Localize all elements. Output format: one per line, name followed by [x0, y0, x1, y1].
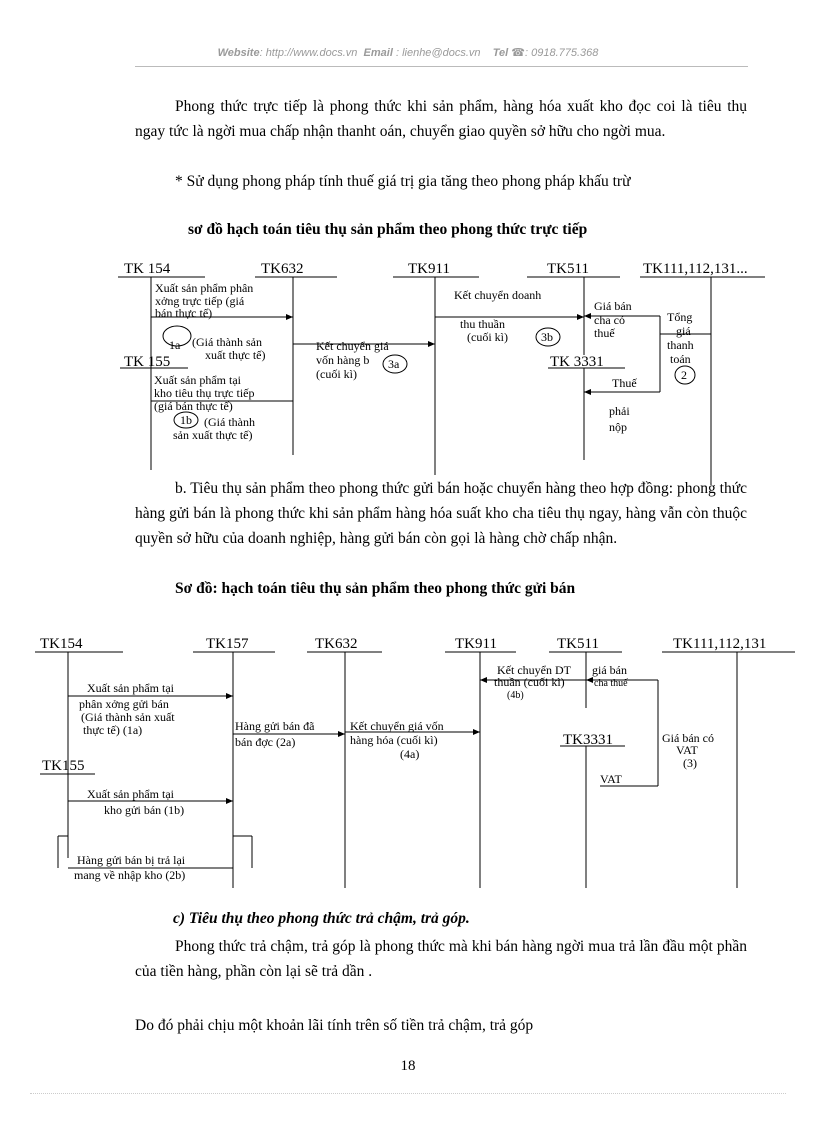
- phone-icon: ☎: [511, 47, 525, 59]
- d1-label: (Giá thành sản: [192, 335, 262, 349]
- d2-tk511: TK511: [557, 636, 599, 652]
- footer-divider: [30, 1093, 786, 1094]
- paragraph-vat-method: * Sử dụng phong pháp tính thuế giá trị gia tăng theo phong pháp khấu trừ: [175, 173, 631, 190]
- d2-label: bán đợc (2a): [235, 735, 296, 749]
- tel-label: Tel: [492, 47, 509, 59]
- d1-label: bán thực tế): [155, 306, 213, 320]
- d1-label: kho tiêu thụ trực tiếp: [154, 386, 255, 400]
- d1-label: phải: [609, 404, 630, 418]
- page-header: [0, 46, 816, 59]
- d1-label: thanh: [667, 338, 694, 352]
- d1-label: 1b: [180, 413, 192, 427]
- d1-label: thuế: [594, 326, 615, 340]
- heading-installment: c) Tiêu thụ theo phong thức trả chậm, trả góp.: [173, 910, 470, 927]
- d2-label: thực tế) (1a): [83, 723, 143, 737]
- d1-label: 3a: [388, 357, 400, 371]
- d2-label: giá bán: [592, 663, 627, 677]
- d1-label: thu thuần: [460, 317, 505, 331]
- d1-label: xởng trực tiếp (giá: [155, 294, 245, 308]
- d1-label: (cuối kì): [316, 367, 357, 381]
- email-label: Email: [363, 47, 393, 59]
- d2-label: Hàng gửi bán bị trả lại: [77, 853, 186, 867]
- d1-label: (Giá thành: [204, 415, 255, 429]
- paragraph-direct-method: Phong thức trực tiếp là phong thức khi sản phẩm, hàng hóa xuất kho đọc coi là tiêu thụ ngay tức là ngời mua chấp nhận thanht oán, chuyển giao quyền sở hữu cho ngời mua.: [135, 98, 747, 140]
- d2-label: (Giá thành sản xuất: [81, 710, 175, 724]
- d1-label: toán: [670, 352, 691, 366]
- d1-tk511: TK511: [547, 261, 589, 277]
- d1-label: 2: [681, 368, 687, 382]
- d2-tk632: TK632: [315, 636, 358, 652]
- d2-label: Kết chuyển DT: [497, 663, 571, 677]
- d1-label: Thuế: [612, 376, 637, 390]
- diagram-consignment-sales: [0, 628, 816, 898]
- d2-tk154: TK154: [40, 636, 83, 652]
- d1-label: vốn hàng b: [316, 353, 370, 367]
- d1-label: giá: [676, 324, 691, 338]
- d2-label: VAT: [676, 743, 698, 757]
- email-value: : lienhe@docs.vn: [395, 47, 481, 59]
- d1-label: (giá bán thực tế): [154, 399, 233, 413]
- d2-label: VAT: [600, 772, 622, 786]
- page-number: 18: [400, 1058, 416, 1074]
- d2-label: Hàng gửi bán đã: [235, 719, 315, 733]
- tel-value: : 0918.775.368: [525, 47, 599, 59]
- d1-label: Kết chuyển doanh: [454, 288, 542, 302]
- d2-label: (4a): [400, 747, 420, 761]
- d1-tk632: TK632: [261, 261, 304, 277]
- d2-label: hàng hóa (cuối kì): [350, 733, 438, 747]
- d1-tk155: TK 155: [124, 354, 171, 370]
- d2-label: mang về nhập kho (2b): [74, 868, 186, 882]
- paragraph-interest: Do đó phải chịu một khoản lãi tính trên số tiền trả chậm, trả góp: [135, 1017, 534, 1034]
- d1-label: xuất thực tế): [205, 348, 266, 362]
- d2-label: Kết chuyển giá vốn: [350, 719, 444, 733]
- d2-label: (4b): [507, 690, 524, 701]
- d1-label: Xuất sản phẩm phân: [155, 281, 254, 295]
- d1-label: nộp: [609, 420, 627, 434]
- d2-tk911: TK911: [455, 636, 497, 652]
- d2-tk155: TK155: [42, 758, 85, 774]
- d2-label: Giá bán có: [662, 731, 714, 745]
- d1-tk911: TK911: [408, 261, 450, 277]
- d2-tk3331: TK3331: [563, 732, 613, 748]
- d1-tk111: TK111,112,131...: [643, 261, 748, 277]
- d2-label: kho gửi bán (1b): [104, 803, 185, 817]
- d1-label: Tổng: [667, 310, 693, 324]
- d1-label: cha có: [594, 313, 625, 327]
- d1-label: Xuất sản phẩm tại: [154, 373, 241, 387]
- d2-label: cha thuế: [594, 678, 628, 689]
- d2-label: (3): [683, 756, 697, 770]
- website-label: Website: [217, 47, 260, 59]
- d2-label: phân xởng gửi bán: [79, 697, 169, 711]
- d1-label: Kết chuyển giá: [316, 339, 389, 353]
- paragraph-installment: Phong thức trả chậm, trả góp là phong thức mà khi bán hàng ngời mua trả lần đầu một phần của tiền hàng, phần còn lại sẽ trả dần .: [135, 938, 747, 980]
- d1-label: 3b: [541, 330, 553, 344]
- d1-tk154: TK 154: [124, 261, 171, 277]
- d2-label: thuần (cuối kì): [494, 675, 565, 689]
- d1-label: sản xuất thực tế): [173, 428, 253, 442]
- d2-tk111: TK111,112,131: [673, 636, 767, 652]
- d1-tk3331: TK 3331: [550, 354, 604, 370]
- d1-label: Giá bán: [594, 299, 632, 313]
- d2-tk157: TK157: [206, 636, 249, 652]
- diagram-direct-sales: [0, 250, 816, 490]
- d2-label: Xuất sản phẩm tại: [87, 681, 174, 695]
- diagram2-title: Sơ đồ: hạch toán tiêu thụ sản phẩm theo phong thức gửi bán: [175, 580, 576, 597]
- d2-label: Xuất sản phẩm tại: [87, 787, 174, 801]
- d1-label: 1a: [169, 338, 181, 352]
- paragraph-consignment: b. Tiêu thụ sản phẩm theo phong thức gửi bán hoặc chuyển hàng theo hợp đồng: phong thức hàng gửi bán là phong thức khi sản phẩm hàng hóa suất kho cha tiêu thụ ngay, hàng vẫn còn thuộc quyền sở hữu của doanh nghiệp, hàng gửi bán còn gọi là hàng chờ chấp nhận.: [135, 480, 747, 547]
- diagram1-title: sơ đồ hạch toán tiêu thụ sản phẩm theo phong thức trực tiếp: [188, 221, 588, 238]
- header-divider: [135, 66, 748, 67]
- website-value: : http://www.docs.vn: [259, 47, 358, 59]
- d1-label: (cuối kì): [467, 330, 508, 344]
